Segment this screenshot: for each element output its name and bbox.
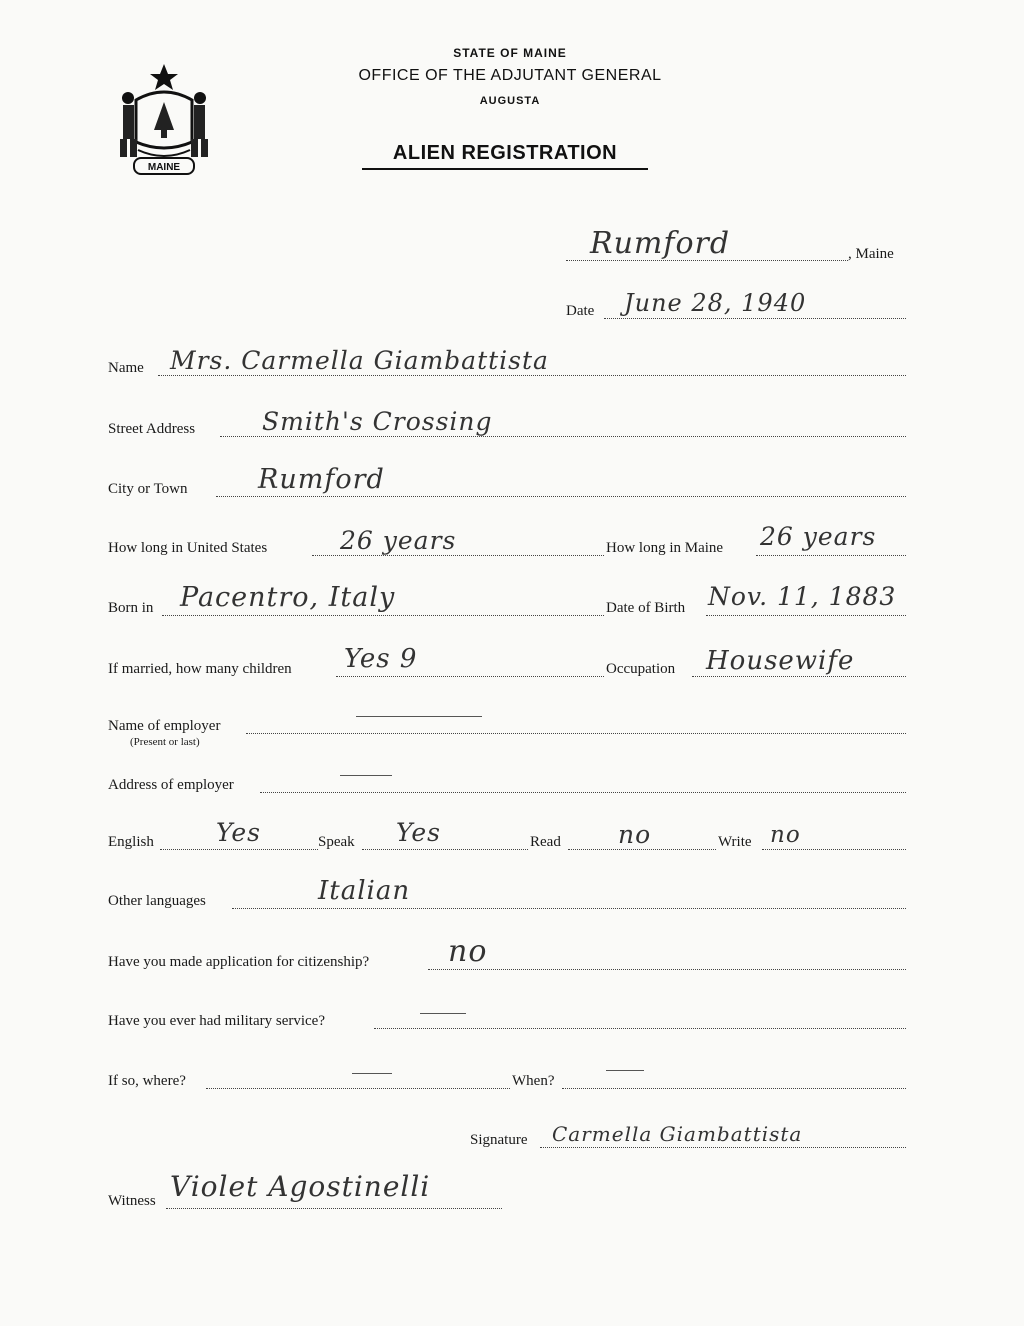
citizenship-label: Have you made application for citizenship?: [108, 954, 370, 970]
us-years-value[interactable]: 26 years: [340, 526, 457, 555]
other-languages-value[interactable]: Italian: [318, 876, 411, 906]
form-title: ALIEN REGISTRATION: [362, 142, 648, 170]
write-label: Write: [718, 834, 752, 850]
read-value[interactable]: no: [618, 820, 652, 849]
where-label: If so, where?: [108, 1073, 186, 1089]
city-label: City or Town: [108, 481, 188, 497]
maine-years-value[interactable]: 26 years: [760, 522, 877, 551]
street-label: Street Address: [108, 421, 196, 437]
employer-label: Name of employer: [108, 718, 221, 734]
born-in-label: Born in: [108, 600, 154, 616]
place-value[interactable]: Rumford: [590, 226, 731, 261]
date-label: Date: [566, 303, 595, 319]
citizenship-value[interactable]: no: [448, 934, 488, 969]
born-in-value[interactable]: Pacentro, Italy: [180, 582, 396, 613]
employer-sublabel: (Present or last): [130, 736, 200, 748]
state-heading: STATE OF MAINE: [453, 46, 567, 60]
speak-label: Speak: [318, 834, 355, 850]
place-suffix: , Maine: [848, 246, 894, 262]
when-label: When?: [512, 1073, 555, 1089]
city-value[interactable]: Rumford: [258, 464, 385, 495]
write-value[interactable]: no: [770, 822, 801, 848]
name-value[interactable]: Mrs. Carmella Giambattista: [170, 346, 549, 375]
name-label: Name: [108, 360, 144, 376]
employer-address-label: Address of employer: [108, 777, 234, 793]
birth-date-label: Date of Birth: [606, 600, 686, 616]
maine-state-seal-icon: [112, 58, 216, 178]
office-heading: OFFICE OF THE ADJUTANT GENERAL: [358, 67, 662, 84]
english-value[interactable]: Yes: [216, 818, 261, 847]
military-label: Have you ever had military service?: [108, 1013, 325, 1029]
date-value[interactable]: June 28, 1940: [624, 289, 807, 317]
witness-label: Witness: [108, 1193, 156, 1209]
other-languages-label: Other languages: [108, 893, 206, 909]
street-value[interactable]: Smith's Crossing: [262, 407, 493, 436]
speak-value[interactable]: Yes: [396, 818, 441, 847]
maine-years-label: How long in Maine: [606, 540, 724, 556]
children-value[interactable]: Yes 9: [344, 644, 418, 674]
signature-value[interactable]: Carmella Giambattista: [552, 1122, 803, 1146]
read-label: Read: [530, 834, 561, 850]
witness-value[interactable]: Violet Agostinelli: [170, 1170, 431, 1203]
seal-text: MAINE: [147, 162, 181, 173]
children-label: If married, how many children: [108, 661, 292, 677]
occupation-value[interactable]: Housewife: [706, 646, 855, 676]
city-heading: AUGUSTA: [479, 95, 541, 107]
occupation-label: Occupation: [606, 661, 676, 677]
english-label: English: [108, 834, 154, 850]
birth-date-value[interactable]: Nov. 11, 1883: [708, 582, 897, 611]
signature-label: Signature: [470, 1132, 528, 1148]
us-years-label: How long in United States: [108, 540, 268, 556]
